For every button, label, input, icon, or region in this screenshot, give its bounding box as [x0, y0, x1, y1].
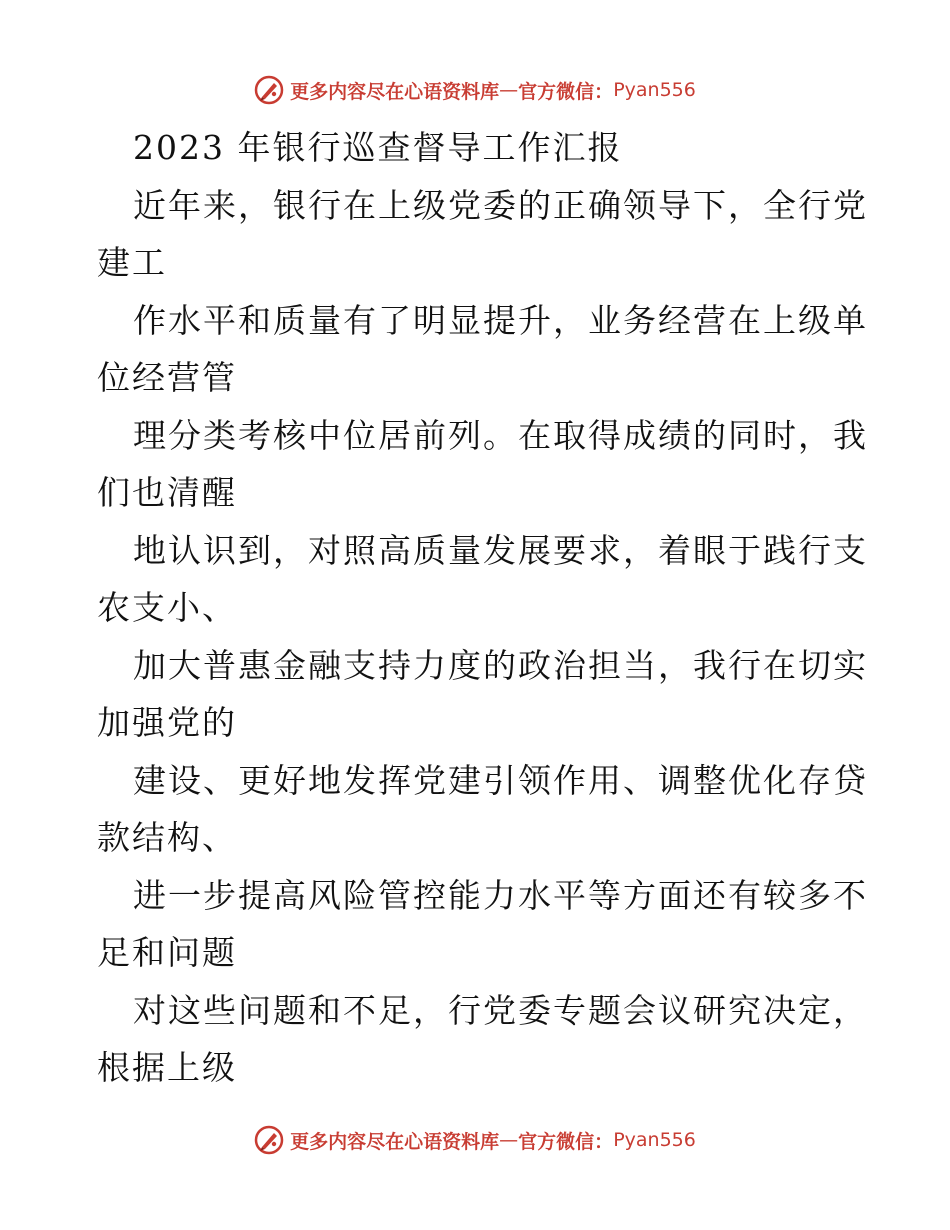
paragraph-line: 建设、更好地发挥党建引领作用、调整优化存贷 — [133, 761, 868, 800]
document-title: 2023 年银行巡查督导工作汇报 — [133, 128, 623, 167]
watermark-footer — [0, 1120, 950, 1160]
paragraph-line: 作水平和质量有了明显提升，业务经营在上级单 — [133, 301, 868, 340]
watermark-sub-text: 官方微信： — [518, 80, 614, 103]
watermark-dash: — — [499, 1129, 519, 1151]
paragraph-line: 们也清醒 — [97, 473, 237, 512]
paragraph-line: 近年来，银行在上级党委的正确领导下，全行党 — [133, 186, 868, 225]
paragraph-line: 款结构、 — [97, 818, 237, 857]
pen-logo-icon — [254, 1125, 284, 1155]
watermark-dash: — — [499, 79, 519, 101]
watermark-main-text: 更多内容尽在心语资料库 — [290, 80, 500, 103]
watermark-header — [0, 70, 950, 110]
paragraph-line: 农支小、 — [97, 588, 237, 627]
paragraph-line: 根据上级 — [97, 1048, 237, 1087]
pen-logo-icon — [254, 75, 284, 105]
paragraph-line: 加大普惠金融支持力度的政治担当，我行在切实 — [133, 646, 868, 685]
watermark-wechat-id: Pyan556 — [613, 1129, 696, 1151]
paragraph-line: 建工 — [97, 243, 167, 282]
paragraph-line: 理分类考核中位居前列。在取得成绩的同时，我 — [133, 416, 868, 455]
watermark-main-text: 更多内容尽在心语资料库 — [290, 1130, 500, 1153]
paragraph-line: 进一步提高风险管控能力水平等方面还有较多不 — [133, 876, 868, 915]
paragraph-line: 位经营管 — [97, 358, 237, 397]
paragraph-line: 足和问题 — [97, 933, 237, 972]
watermark-sub-text: 官方微信： — [518, 1130, 614, 1153]
paragraph-line: 加强党的 — [97, 703, 237, 742]
paragraph-line: 地认识到，对照高质量发展要求，着眼于践行支 — [133, 531, 868, 570]
watermark-wechat-id: Pyan556 — [613, 79, 696, 101]
paragraph-line: 对这些问题和不足，行党委专题会议研究决定， — [133, 991, 868, 1030]
